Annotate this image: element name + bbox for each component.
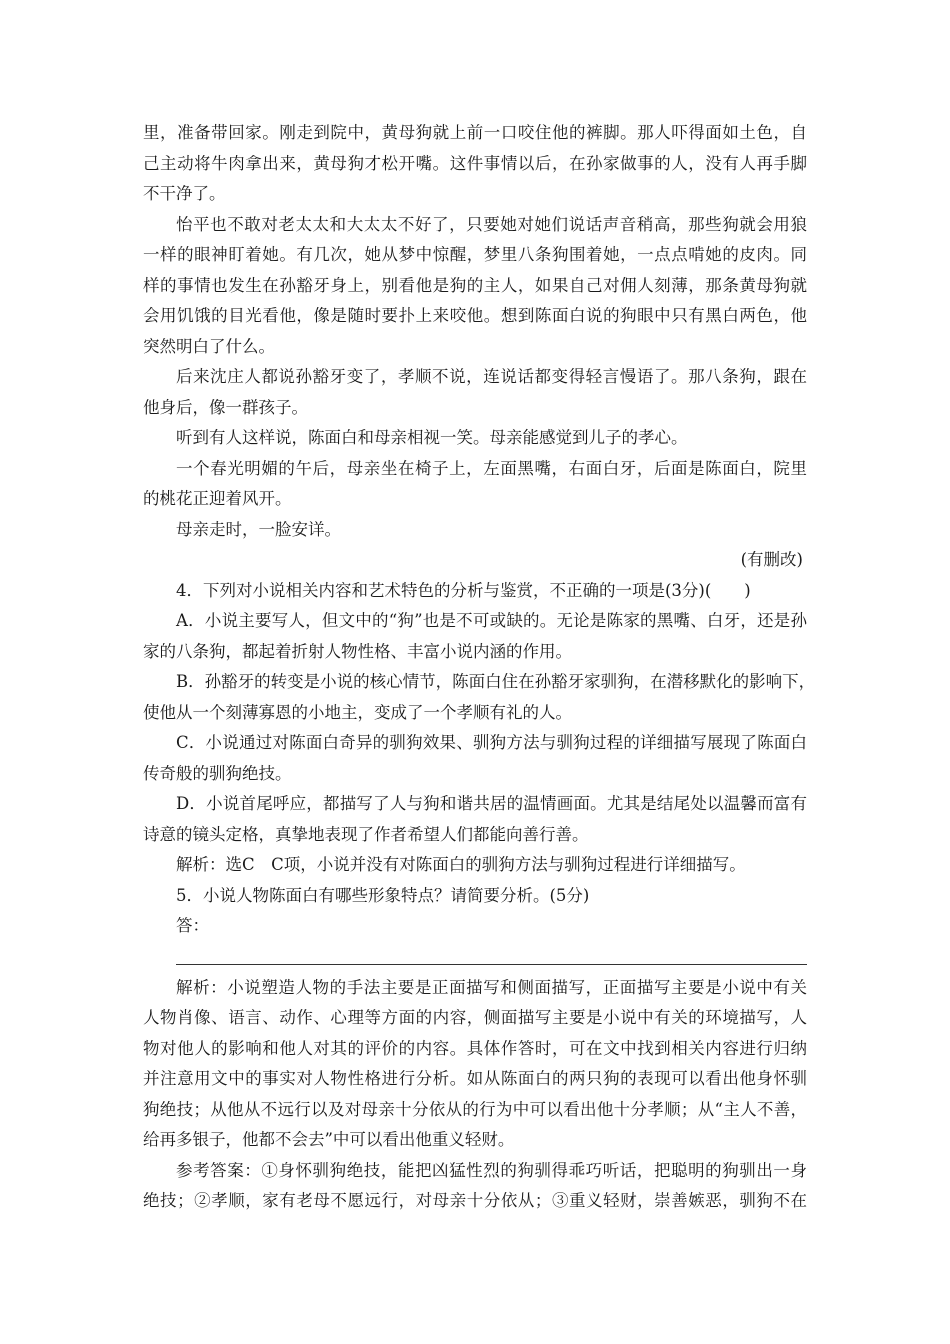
text-line: 听到有人这样说，陈面白和母亲相视一笑。母亲能感觉到儿子的孝心。 [176,428,688,447]
story-paragraph-4 [143,423,807,454]
question-5 [143,881,807,1217]
option-a [143,606,807,667]
text-line: 他身后，像一群孩子。 [143,397,308,417]
story-paragraph-2 [143,210,807,363]
text-line: 参考答案：①身怀驯狗绝技，能把凶猛性烈的狗驯得乖巧听话，把聪明的狗驯出一身 [176,1160,807,1180]
text-line: 诗意的镜头定格，真挚地表现了作者希望人们都能向善行善。 [143,824,589,844]
text-line: 的桃花正迎着风开。 [143,489,292,508]
text-line: 人物肖像、语言、动作、心理等方面的内容，侧面描写主要是小说中有关的环境描写，人 [143,1008,807,1027]
text-line: B．孙豁牙的转变是小说的核心情节，陈面白住在孙豁牙家驯狗，在潜移默化的影响下， [176,672,816,691]
question-stem: 5．小说人物陈面白有哪些形象特点？请简要分析。(5分) [176,885,590,905]
text-line: 母亲走时，一脸安详。 [176,519,341,539]
text-line: 物对他人的影响和他人对其的评价的内容。具体作答时，可在文中找到相关内容进行归纳 [143,1038,807,1058]
text-line: 绝技；②孝顺，家有老母不愿远行，对母亲十分依从；③重义轻财，崇善嫉恶，驯狗不在 [143,1191,807,1210]
story-paragraph-6 [143,515,807,546]
text-line: 狗绝技；从他从不远行以及对母亲十分依从的行为中可以看出他十分孝顺；从“主人不善， [143,1099,807,1119]
answer-analysis [143,973,807,1156]
text-line: 不干净了。 [143,184,226,203]
text-line: C．小说通过对陈面白奇异的驯狗效果、驯狗方法与驯狗过程的详细描写展现了陈面白 [176,733,807,752]
text-line: 使他从一个刻薄寡恩的小地主，变成了一个孝顺有礼的人。 [143,702,572,722]
answer-label: 答： [176,916,209,935]
text-line: 一样的眼神盯着她。有几次，她从梦中惊醒，梦里八条狗围着她，一点点啃她的皮肉。同 [143,245,807,264]
text-line: D．小说首尾呼应，都描写了人与狗和谐共居的温情画面。尤其是结尾处以温馨而富有 [176,794,807,813]
reference-answer [143,1156,807,1217]
option-c [143,728,807,789]
text-line: 己主动将牛肉拿出来，黄母狗才松开嘴。这件事情以后，在孙家做事的人，没有人再手脚 [143,153,807,173]
question-stem: 4．下列对小说相关内容和艺术特色的分析与鉴赏，不正确的一项是(3分)( ) [176,580,751,600]
story-paragraph-1 [143,118,807,210]
question-4 [143,576,816,881]
document-page [143,118,816,1217]
text-line: 后来沈庄人都说孙豁牙变了，孝顺不说，连说话都变得轻言慢语了。那八条狗，跟在 [176,367,807,386]
text-line: 怡平也不敢对老太太和大太太不好了，只要她对她们说话声音稍高，那些狗就会用狼 [176,214,807,234]
source-note: (有删改) [740,550,803,569]
text-line: 家的八条狗，都起着折射人物性格、丰富小说内涵的作用。 [143,641,572,661]
text-line: 给再多银子，他都不会去”中可以看出他重义轻财。 [143,1130,515,1149]
text-line: 会用饥饿的目光看他，像是随时要扑上来咬他。想到陈面白说的狗眼中只有黑白两色，他 [143,306,807,325]
text-line: 并注意用文中的事实对人物性格进行分析。如从陈面白的两只狗的表现可以看出他身怀驯 [143,1069,807,1088]
text-line: 一个春光明媚的午后，母亲坐在椅子上，左面黑嘴，右面白牙，后面是陈面白，院里 [176,458,807,478]
option-b [143,667,816,728]
text-line: 样的事情也发生在孙豁牙身上，别看他是狗的主人，如果自己对佣人刻薄，那条黄母狗就 [143,275,807,295]
story-paragraph-5 [143,454,807,515]
answer-blank-line [176,942,807,965]
text-line: A．小说主要写人，但文中的“狗”也是不可或缺的。无论是陈家的黑嘴、白牙，还是孙 [176,611,807,630]
story-paragraph-3 [143,362,807,423]
option-d [143,789,807,850]
text-line: 突然明白了什么。 [143,336,275,356]
text-line: 解析：小说塑造人物的手法主要是正面描写和侧面描写，正面描写主要是小说中有关 [176,977,807,997]
answer-analysis: 解析：选C C项，小说并没有对陈面白的驯狗方法与驯狗过程进行详细描写。 [176,855,746,874]
text-line: 里，准备带回家。刚走到院中，黄母狗就上前一口咬住他的裤脚。那人吓得面如土色，自 [143,123,807,142]
text-line: 传奇般的驯狗绝技。 [143,763,292,783]
